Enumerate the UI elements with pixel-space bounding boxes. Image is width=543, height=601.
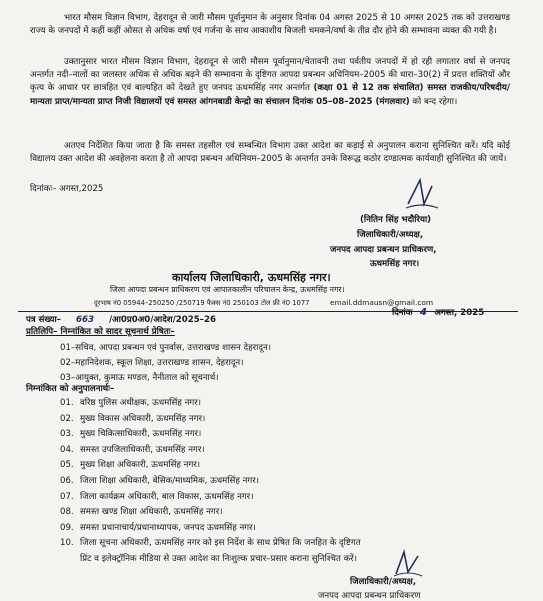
compliance-list-item: 07. जिला कार्यक्रम अधिकारी, बाल विकास, ऊधमसिंह नगर। <box>60 491 254 502</box>
compliance-list-item: 03. मुख्य चिकित्साधिकारी, ऊधमसिंह नगर। <box>60 429 202 440</box>
footer-designation: जिलाधिकारी/अध्यक्ष, <box>350 577 417 587</box>
compliance-list-item-continuation: प्रिंट व इलेक्ट्रॉनिक मीडिया से उक्त आदेश का निःशुल्क प्रचार–प्रसार कराना सुनिश्चित करें। <box>80 553 357 564</box>
letter-date-rest: अगस्त, 2025 <box>434 308 485 318</box>
letter-date <box>392 306 484 318</box>
signatory-name: (नितिन सिंह भदौरिया) <box>360 215 432 225</box>
copy-list-item: 03–आयुक्त, कुमाऊ मण्डल, नैनीताल को सूचनार्थ। <box>60 373 219 383</box>
paragraph-closure-order <box>30 56 510 109</box>
compliance-list-item: 08. समस्त खण्ड शिक्षा अधिकारी, ऊधमसिंह नगर। <box>60 507 223 518</box>
compliance-list-item: 10. जिला सूचना अधिकारी, ऊधमसिंह नगर को इस निर्देश के साथ प्रेषित कि जनहित के दृष्टिगत <box>60 538 361 549</box>
office-title: कार्यालय जिलाधिकारी, ऊधमसिंह नगर। <box>172 271 331 284</box>
compliance-heading: निम्नांकित को अनुपालनार्थः– <box>26 384 115 394</box>
closure-order-text: उक्तानुसार भारत मौसम विज्ञान विभाग, देहरादून से जारी मौसम पूर्वानुमान/चेतावनी तथा पर्वतीय जनपदों में हो रही लगातार वर्षा से जनपद अन्तर्गत नदी–नालों का जलस्तर अधिक से अधिक बढ़ने की सम्भावना के दृष्टिगत आपदा प्रबन्धन अधिनियम–2005 की धारा–30(2) में प्रदत्त शक्तियों और कृत्य के आधार पर छात्रहित एवं बाल्यहित को देखते हुए जनपद ऊधमसिंह नगर अन्तर्गत <box>30 57 510 94</box>
office-email: email.ddmausn@gmail.com <box>330 298 434 307</box>
paragraph-weather-forecast: भारत मौसम विज्ञान विभाग, देहरादून से जारी मौसम पूर्वानुमान के अनुसार दिनांक 04 अगस्त 2025 से 10 अगस्त 2025 तक को उत्तराखण्ड राज्य के जनपदों में कहीं कहीं ओसत से अधिक वर्षा एवं गर्जना के साथ आकाशीय बिजली चमकने/वर्षा के तीव्र दौर होने की सम्भावना व्यक्त की गयी है। <box>30 13 510 37</box>
signatory-designation: जिलाधिकारी/अध्यक्ष, <box>357 230 424 240</box>
compliance-list-item: 06. जिला शिक्षा अधिकारी, बेसिक/माध्यमिक, ऊधमसिंह नगर। <box>60 475 260 486</box>
letter-date-label: दिनांक <box>392 308 413 318</box>
office-subtitle: जिला आपदा प्रबन्धन प्राधिकरण एवं आपातकालीन परिचालन केन्द्र, ऊधमसिंह नगर। <box>110 285 345 294</box>
copy-list <box>60 341 271 386</box>
signature-mark <box>402 174 442 214</box>
copy-list-item: 02–महानिदेशक, स्कूल शिक्षा, उत्तराखण्ड शासन, देहरादून। <box>60 358 244 368</box>
copy-list-item: 01–सचिव, आपदा प्रबन्धन एवं पुनर्वास, उत्तराखण्ड शासन देहरादून। <box>60 343 271 353</box>
letter-date-day: 4 <box>419 307 427 318</box>
date-line: दिनांकः– अगस्त,2025 <box>30 184 104 194</box>
letter-number-line <box>26 313 216 325</box>
letter-number-prefix: पत्र संख्या– <box>26 315 61 325</box>
compliance-list-item: 09. समस्त प्रधानाचार्य/प्रधानाध्यापक, जनपद ऊधमसिंह नगर। <box>60 522 256 533</box>
letter-number-suffix: /आ0प्र0अ0/आदेश/2025–26 <box>108 315 216 325</box>
office-contacts: दूरभाष नं0 05944–250250 /250719 फैक्स नं0 250103 टोल फ्री नं0 1077 <box>94 299 310 307</box>
compliance-list-item: 02. मुख्य विकास अधिकारी, ऊधमसिंह नगर। <box>60 413 206 424</box>
compliance-list-item: 05. मुख्य शिक्षा अधिकारी, ऊधमसिंह नगर। <box>60 460 201 471</box>
compliance-list <box>60 396 361 568</box>
signatory-org: जनपद आपदा प्रबन्धन प्राधिकरण, <box>330 245 437 255</box>
closure-order-bold-text: (कक्षा 01 से 12 तक संचालित) समस्त राजकीय/परिषदीय/मान्यता प्राप्त/मान्यता प्राप्त निजी विद्यालयों एवं समस्त आंगनबाडी केन्द्रो का संचालन दिनांक 05–08–2025 (मंगलवार) <box>30 83 510 107</box>
compliance-list-item: 01. वरिष्ठ पुलिस अधीक्षक, ऊधमसिंह नगर। <box>60 398 201 408</box>
footer-org: जनपद आपदा प्रबन्धन प्राधिकरण <box>318 591 421 601</box>
compliance-list-item: 04. समस्त उपजिलाधिकारी, ऊधमसिंह नगर। <box>60 444 205 455</box>
copy-heading: प्रतिलिपि– निम्नांकित को सादर सूचनार्थ प्रेषितः– <box>26 327 175 337</box>
paragraph-compliance-directive: अतएव निर्देशित किया जाता है कि समस्त तहसील एवं सम्बन्धित विभाग उक्त आदेश का कड़ाई से अनुपालन कराना सुनिश्चित करें। यदि कोई विद्यालय उक्त आदेश की अवहेलना करता है तो आपदा प्रबन्धन अधिनियम–2005 के अन्तर्गत उनके विरूद्ध कठोर दण्डात्मक कार्यवाही सुनिश्चित की जायें। <box>30 141 510 165</box>
signatory-place: ऊधमसिंह नगर। <box>370 259 420 269</box>
closure-order-tail: को बन्द रहेगा। <box>412 96 458 107</box>
letter-number-handwritten: 663 <box>75 315 94 325</box>
